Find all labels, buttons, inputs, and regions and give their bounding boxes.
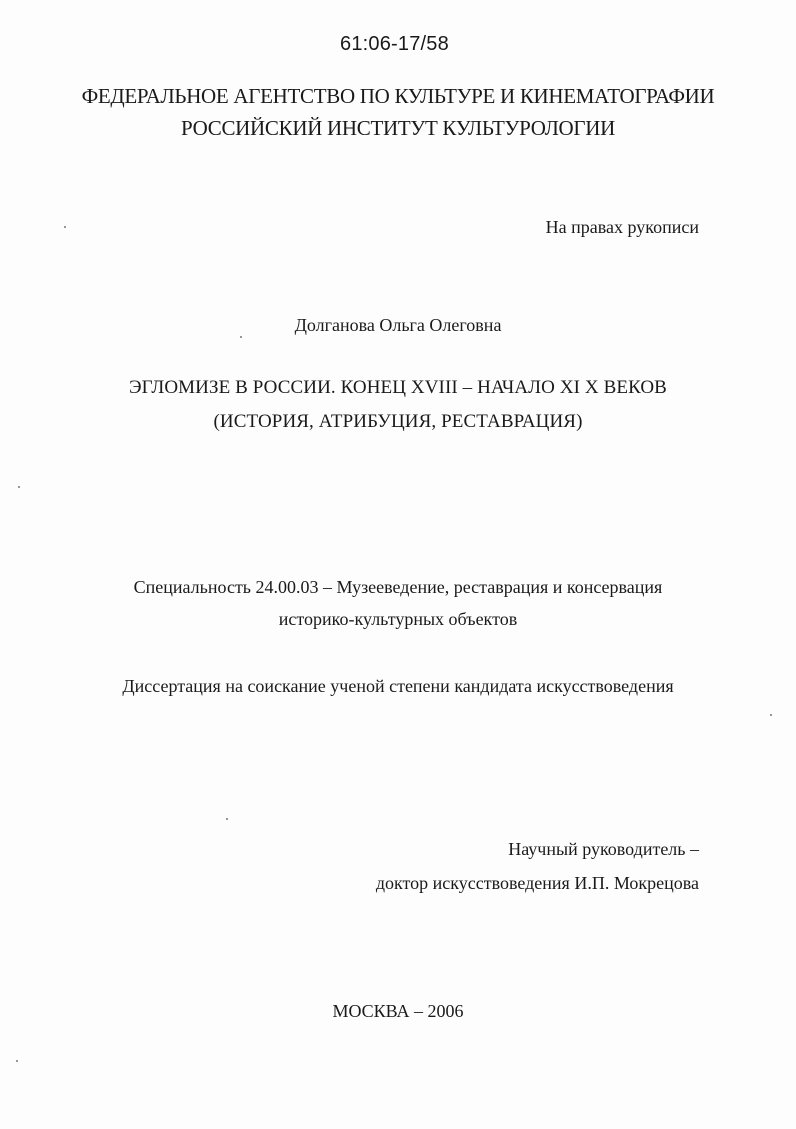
author-name: Долганова Ольга Олеговна bbox=[294, 315, 502, 335]
dissertation-degree: Диссертация на соискание ученой степени кандидата искусствоведения bbox=[122, 676, 674, 696]
specialty-line2: историко-культурных объектов bbox=[278, 609, 518, 629]
agency-name: ФЕДЕРАЛЬНОЕ АГЕНТСТВО ПО КУЛЬТУРЕ И КИНЕМАТОГРАФИИ bbox=[81, 84, 715, 108]
scan-speck bbox=[16, 1060, 18, 1062]
scan-speck bbox=[770, 714, 772, 716]
dissertation-title-line1: ЭГЛОМИЗЕ В РОССИИ. КОНЕЦ XVIII – НАЧАЛО XI X ВЕКОВ bbox=[129, 377, 667, 398]
specialty-line1: Специальность 24.00.03 – Музееведение, реставрация и консервация bbox=[133, 577, 663, 597]
supervisor-label: Научный руководитель – bbox=[508, 839, 699, 859]
scan-speck bbox=[18, 486, 20, 488]
supervisor-name: доктор искусствоведения И.П. Мокрецова bbox=[375, 873, 699, 893]
manuscript-rights-note: На правах рукописи bbox=[545, 217, 699, 237]
scan-speck bbox=[240, 336, 242, 338]
scan-speck bbox=[226, 818, 228, 820]
archive-stamp: 61:06-17/58 bbox=[340, 33, 449, 55]
city-year: МОСКВА – 2006 bbox=[332, 1001, 464, 1021]
dissertation-title-line2: (ИСТОРИЯ, АТРИБУЦИЯ, РЕСТАВРАЦИЯ) bbox=[213, 411, 583, 432]
institute-name: РОССИЙСКИЙ ИНСТИТУТ КУЛЬТУРОЛОГИИ bbox=[181, 116, 615, 140]
scan-speck bbox=[64, 226, 66, 228]
